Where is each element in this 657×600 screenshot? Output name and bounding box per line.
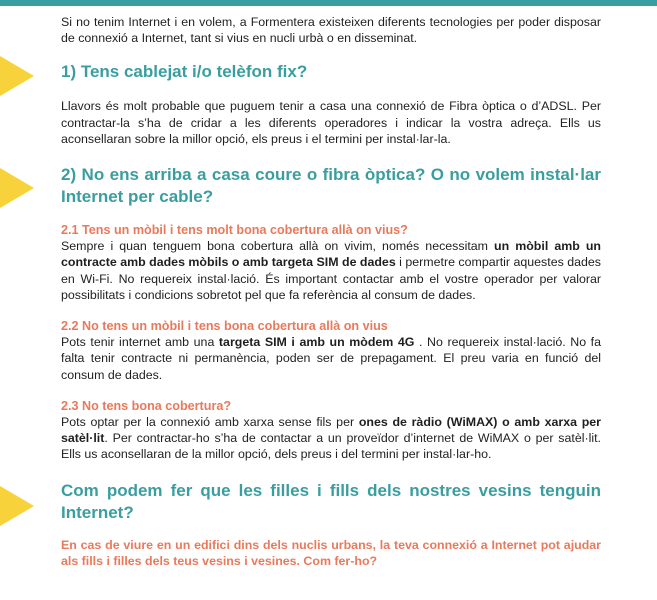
yellow-arrow-marker-2 [0,168,34,208]
section-2-heading: 2) No ens arriba a casa coure o fibra òptica? O no volem instal·lar Internet per cable? [61,165,601,207]
document-body [61,14,601,569]
intro-paragraph: Si no tenim Internet i en volem, a Formentera existeixen diferents tecnologies per poder disposar de connexió a Internet, tant si vius en nucli urbà o en disseminat. [61,15,601,46]
section-3-heading: Com podem fer que les filles i fills dels nostres vesins tenguin Internet? [61,480,601,522]
top-accent-bar [0,0,657,6]
subsection-2-3-body: Pots optar per la connexió amb xarxa sense fils per ones de ràdio (WiMAX) o amb xarxa per satèl·lit. Per contractar-ho s’ha de contactar a un proveïdor d’internet de WiMAX o per satèl·lit. Ells us aconsellaran de la millor opció, dels preus i del termini per instal·lar-ho. [61,415,601,462]
section-1-heading: 1) Tens cablejat i/o telèfon fix? [61,62,308,82]
subsection-2-1-body: Sempre i quan tenguem bona cobertura allà on vivim, només necessitam un mòbil amb un contracte amb dades mòbils o amb targeta SIM de dades i permetre compartir aquestes dades en Wi-Fi. No requereix instal·lació. És important contactar amb el vostre operador per valorar possibilitats i condicions sobretot pel que fa referència al consum de dades. [61,239,601,302]
highlight-text: un mòbil amb un contracte amb dades mòbils o amb targeta SIM de dades [61,239,601,270]
yellow-arrow-marker-1 [0,56,34,96]
yellow-arrow-marker-3 [0,486,34,526]
subsection-2-1-heading: 2.1 Tens un mòbil i tens molt bona cobertura allà on vius? [61,223,408,238]
subsection-2-2-heading: 2.2 No tens un mòbil i tens bona cobertura allà on vius [61,319,388,334]
highlight-text: targeta SIM i amb un mòdem 4G [218,335,415,350]
subsection-2-3-heading: 2.3 No tens bona cobertura? [61,398,232,413]
section-1-body: Llavors és molt probable que puguem tenir a casa una connexió de Fibra òptica o d’ADSL. Per contractar-la s’ha de cridar a les diferents operadores i indicar la vostra adreça. Ells us aconsellaran sobre la millor opció, els preus i el termini per instal·lar-la. [61,99,601,146]
subsection-2-2-body: Pots tenir internet amb una targeta SIM i amb un mòdem 4G . No requereix instal·lació. No fa falta tenir contracte ni permanència, poden ser de prepagament. El preu varia en funció del consum de dades. [61,335,602,382]
section-3-intro: En cas de viure en un edifici dins dels nuclis urbans, la teva connexió a Internet pot ajudar als fills i filles dels teus vesins i vesines. Com fer-ho? [61,537,601,568]
highlight-text: ones de ràdio (WiMAX) o amb xarxa per satèl·lit [61,415,601,446]
